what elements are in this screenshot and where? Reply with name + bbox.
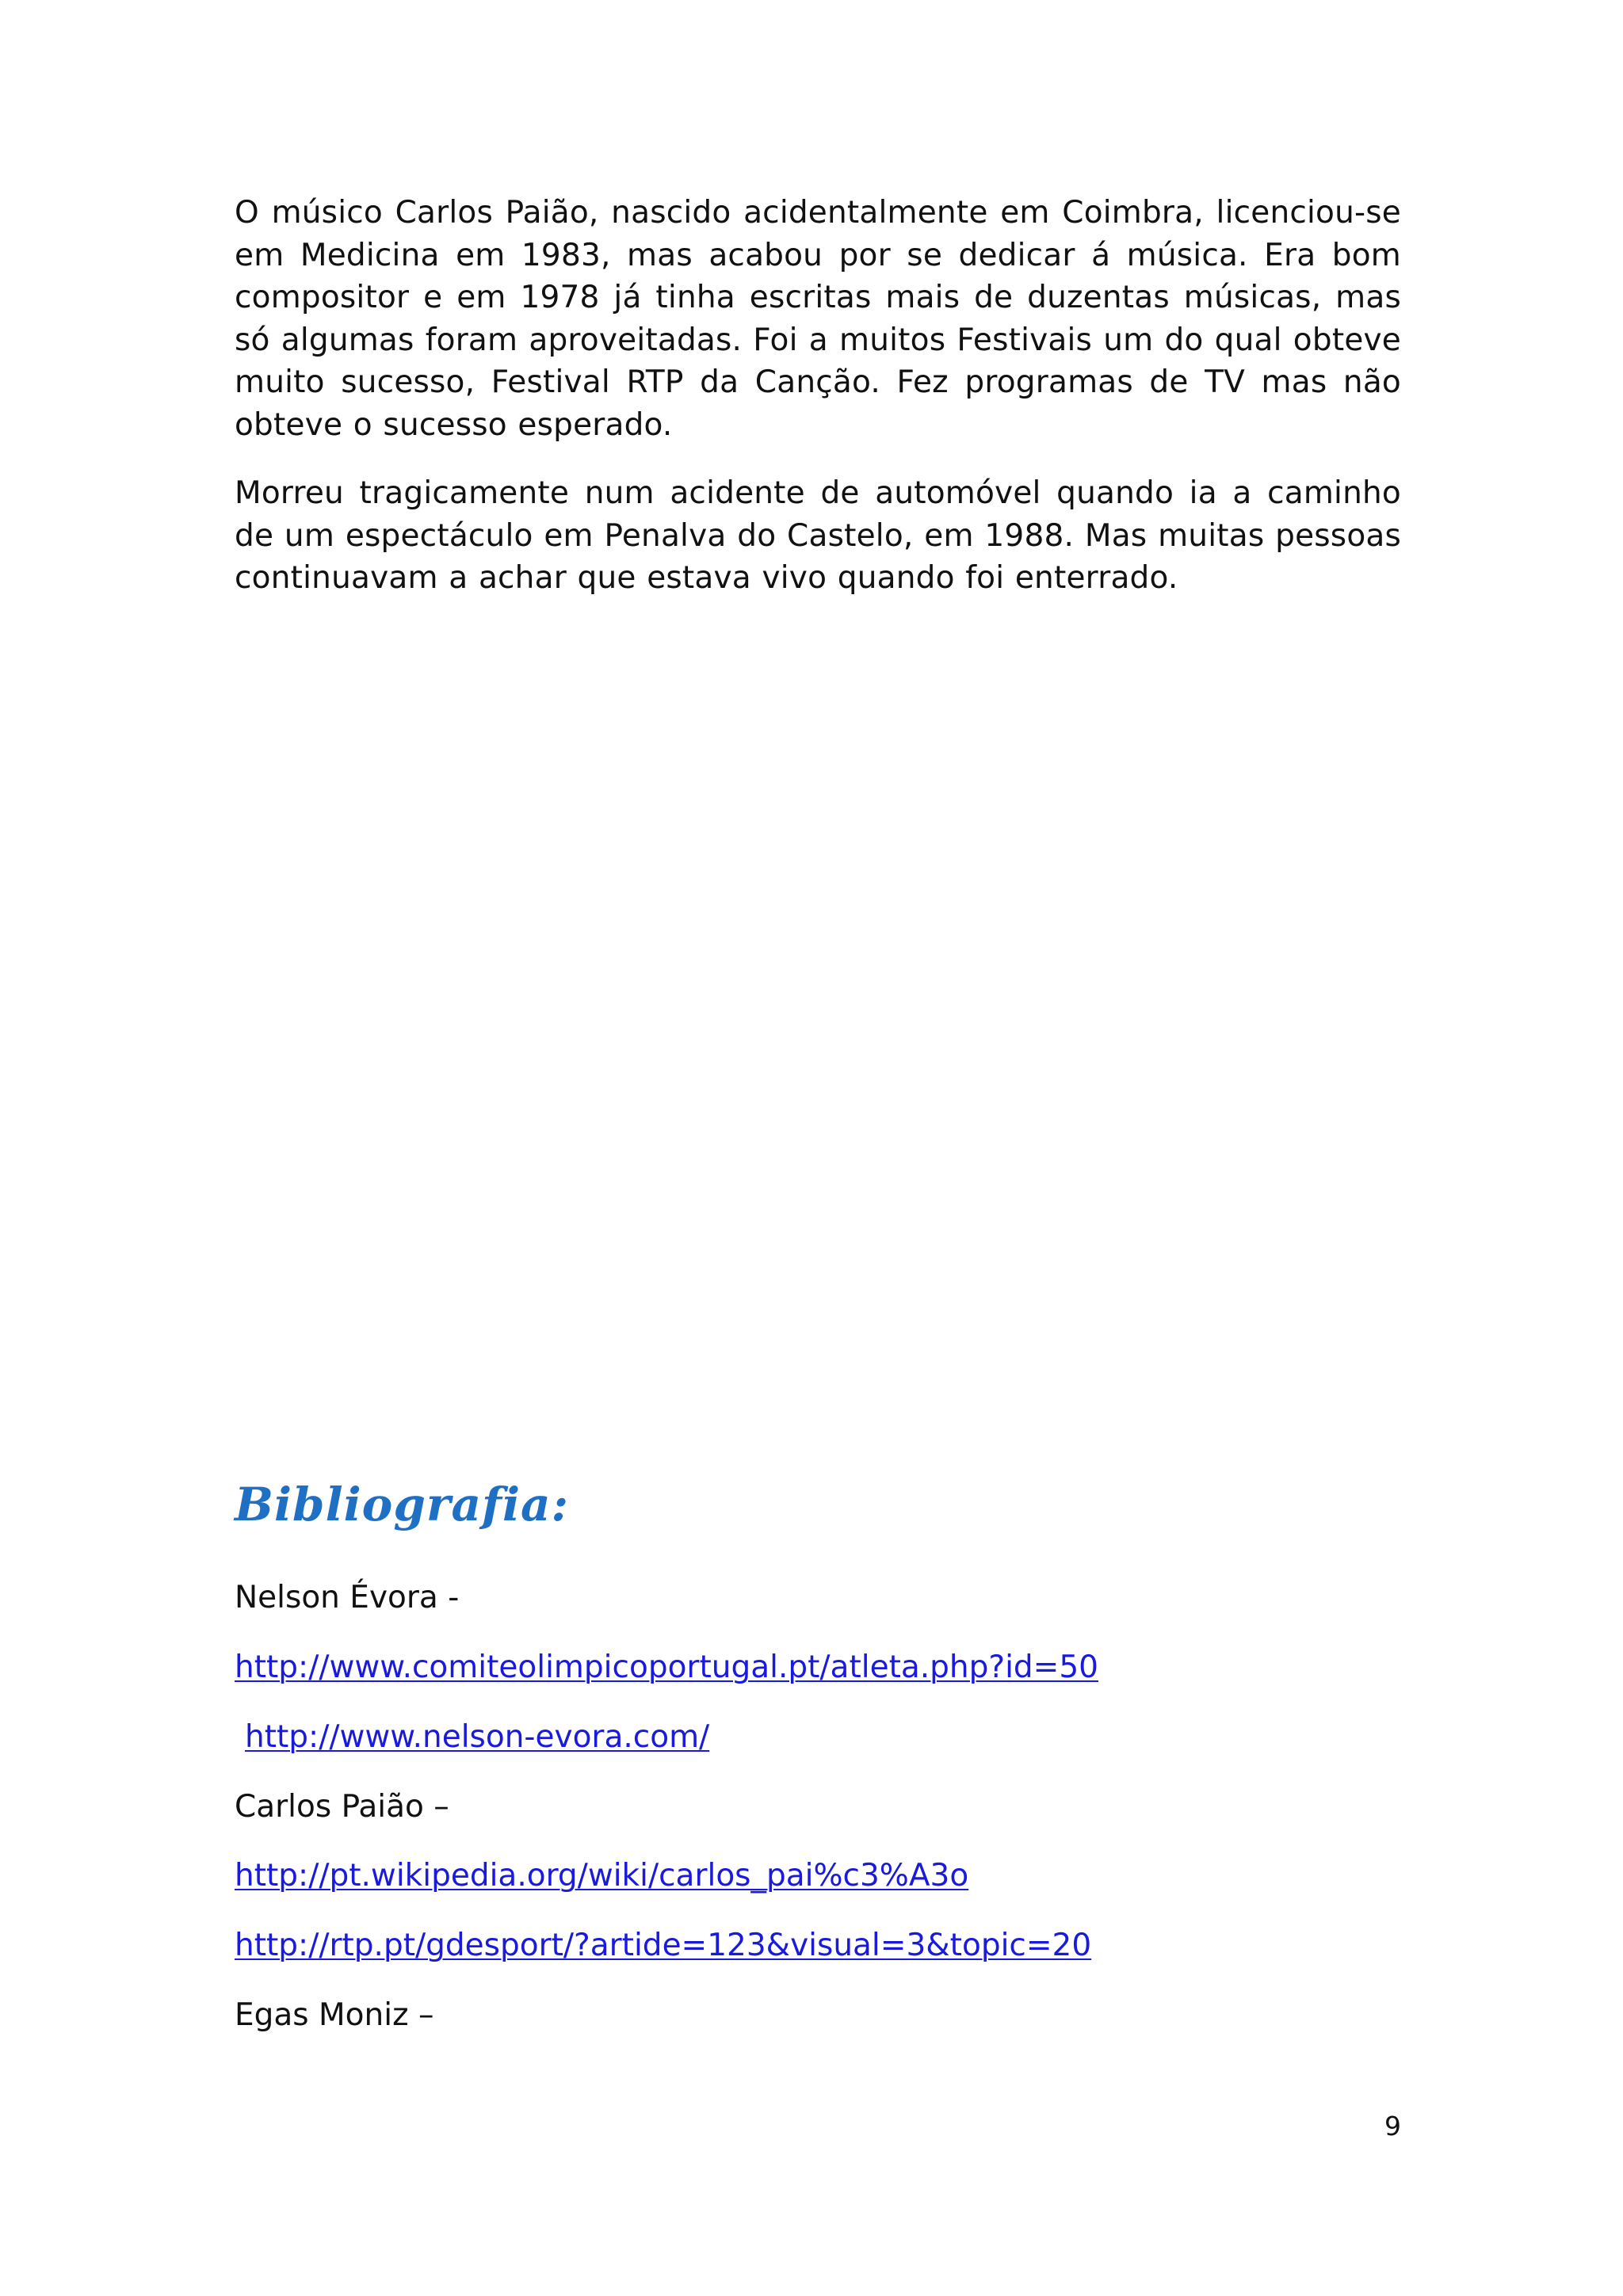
bibliography-entry (235, 1856, 968, 1896)
bibliography-entry (235, 1648, 1098, 1688)
bibliography-section-carlos-paiao: Carlos Paião – (235, 1789, 449, 1825)
paragraph-carlos-paiao-bio: O músico Carlos Paião, nascido acidentalmente em Coimbra, licenciou-se em Medicina em 1983, mas acabou por se dedicar á música. Era bom compositor e em 1978 já tinha escritas mais de duzentas músicas, mas só algumas foram aproveitadas. Foi a muitos Festivais um do qual obteve muito sucesso, Festival RTP da Canção. Fez programas de TV mas não obteve o sucesso esperado. (235, 195, 1401, 443)
bibliography-entry (235, 1926, 1091, 1966)
link-nelson-evora-site[interactable]: http://www.nelson-evora.com/ (245, 1719, 710, 1755)
page-number: 9 (1384, 2111, 1401, 2142)
link-wikipedia-carlos-paiao[interactable]: http://pt.wikipedia.org/wiki/carlos_pai%c3%A3o (235, 1858, 969, 1894)
bibliography-entry (245, 1718, 709, 1757)
link-comite-olimpico[interactable]: http://www.comiteolimpicoportugal.pt/atleta.php?id=50 (235, 1650, 1098, 1685)
bibliography-heading: Bibliografia: (235, 1478, 570, 1531)
link-rtp-gdesport[interactable]: http://rtp.pt/gdesport/?artide=123&visual=3&topic=20 (235, 1928, 1092, 1963)
bibliography-section-nelson-evora: Nelson Évora - (235, 1580, 460, 1615)
paragraph-carlos-paiao-death: Morreu tragicamente num acidente de automóvel quando ia a caminho de um espectáculo em Penalva do Castelo, em 1988. Mas muitas pessoas continuavam a achar que estava vivo quando foi enterrado. (235, 475, 1401, 596)
bibliography-section-egas-moniz: Egas Moniz – (235, 1997, 434, 2033)
